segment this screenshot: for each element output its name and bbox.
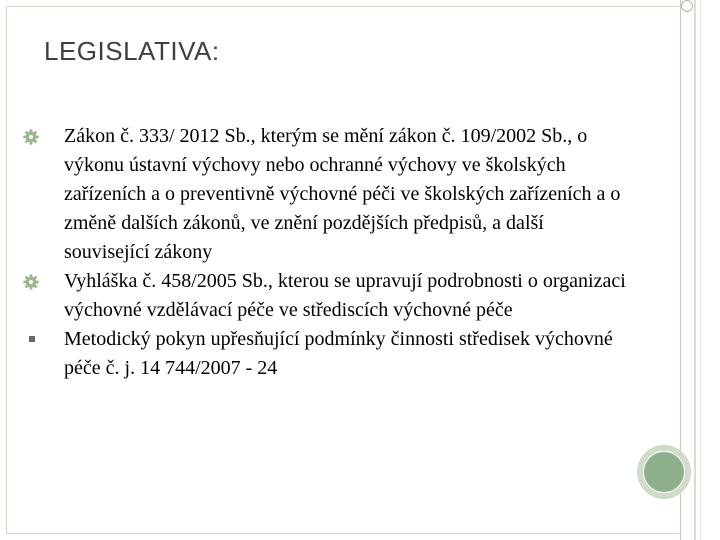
gear-icon (22, 273, 40, 291)
circle-decoration-inner (643, 451, 685, 493)
square-icon (29, 336, 35, 342)
top-ring-decoration (681, 0, 693, 12)
bullet-list (22, 122, 632, 383)
list-item (22, 267, 632, 325)
gear-icon (22, 128, 40, 146)
slide-title: LEGISLATIVA: (44, 36, 220, 66)
list-item-text: Metodický pokyn upřesňující podmínky činnosti středisek výchovné péče č. j. 14 744/2007 - 24 (64, 328, 613, 379)
right-rule (700, 0, 701, 540)
right-rule (694, 0, 696, 540)
list-item-text: Vyhláška č. 458/2005 Sb., kterou se upravují podrobnosti o organizaci výchovné vzdělávací péče ve střediscích výchovné péče (64, 270, 626, 321)
list-item (22, 122, 632, 267)
list-item-text: Zákon č. 333/ 2012 Sb., kterým se mění zákon č. 109/2002 Sb., o výkonu ústavní výchovy nebo ochranné výchovy ve školských zařízeních a o preventivně výchovné péči ve školských zařízeních a o změně dalších zákonů, ve znění pozdějších předpisů, a další související zákony (64, 125, 621, 263)
list-item (22, 325, 632, 383)
